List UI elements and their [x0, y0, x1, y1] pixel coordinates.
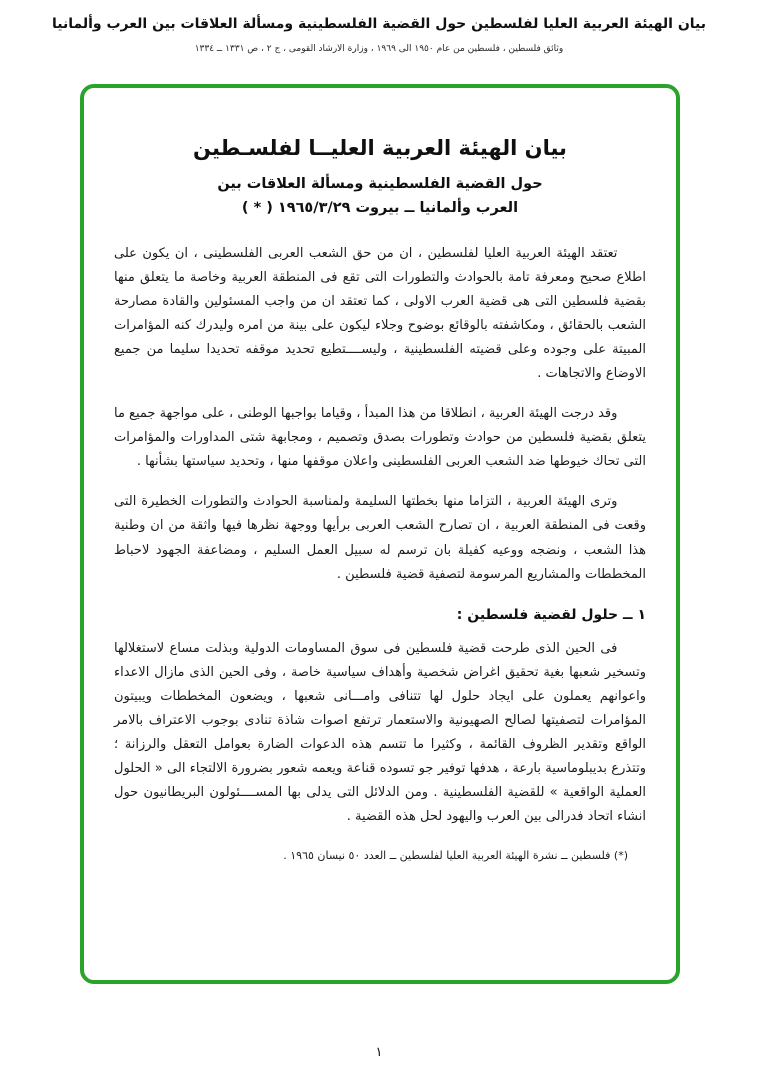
section-heading: ١ ــ حلول لقضية فلسطين : [456, 606, 646, 623]
paragraph-1: تعتقد الهيئة العربية العليا لفلسطين ، ان من حق الشعب العربى الفلسطينى ، ان يكون على اطلاع صحيح ومعرفة تامة بالحوادث والتطورات التى تقع فى المنطقة العربية وخاصة ما يتعلق منها بقضية فلسطين التى هى قضية العرب الاولى ، كما تعتقد ان من واجب المسئولين والقادة مصارحة الشعب بالحقائق ، ومكاشفته بالوقائع بوضوح وجلاء ليكون على بينة من امره وليدرك كنه المؤامرات المبيتة على وجوده وعلى قضيته الفلسطينية ، وليســــتطيع تحديد موقفه تحديدا سليما من جميع الاوضاع والاتجاهات . [114, 246, 646, 382]
source-citation: وثائق فلسطين ، فلسطين من عام ١٩٥٠ الى ١٩٦٩ ، وزارة الارشاد القومى ، ج ٢ ، ص ١٣٣١ ــ ١٣٣٤ [194, 44, 564, 54]
document-title: بيان الهيئة العربية العليــا لفلسـطين [193, 136, 567, 160]
document-subtitle-line1: حول القضية الفلسطينية ومسألة العلاقات بين [217, 176, 543, 192]
paragraph-3: وترى الهيئة العربية ، التزاما منها بخطتها السليمة ولمناسبة الحوادث والتطورات الخطيرة التى وقعت فى المنطقة العربية ، ان تصارح الشعب العربى برأيها ووجهة نظرها فيها واثقة من ان وطنية هذا الشعب ، ونضجه ووعيه كفيلة بان ترسم له سبيل العمل السليم ، ومضاعفة الجهود لاحباط المخططات والمشاريع المرسومة لتصفية قضية فلسطين . [114, 494, 646, 582]
paragraph-4: فى الحين الذى طرحت قضية فلسطين فى سوق المساومات الدولية وبذلت مساع لاستغلالها وتسخير شعبها بغية تحقيق اغراض شخصية وأهداف سياسية خاصة ، وفى الحين الذى مازال الاعداء واعوانهم يعملون على ايجاد حلول لها تتنافى وامـــانى شعبها ، ويضعون المخططات ويبيتون المؤامرات لتصفيتها لصالح الصهيونية والاستعمار ترتفع اصوات شاذة تنادى بوجوب الاعتراف بالامر الواقع وتقدير الظروف القائمة ، وكثيرا ما تتسم هذه الدعوات الضارة بعوامل التعقل والرزانة ؛ وتتذرع بديبلوماسية بارعة ، هدفها توفير جو تسوده قناعة ويعمه شعور بضرورة الالتجاء الى « الحلول العملية الواقعية » للقضية الفلسطينية . ومن الدلائل التى يدلى بها المســــئولون البريطانيون حول انشاء اتحاد فدرالى بين العرب واليهود لحل هذه القضية . [114, 640, 646, 824]
document-body [114, 242, 646, 862]
document-subtitle-line2: العرب وألمانيا ــ بيروت ١٩٦٥/٣/٢٩ ( * ) [241, 200, 519, 216]
page-number: ١ [375, 1045, 383, 1060]
document-frame [80, 84, 680, 984]
paragraph-2: وقد درجت الهيئة العربية ، انطلاقا من هذا المبدأ ، وقياما بواجبها الوطنى ، على مواجهة جميع ما يتعلق بقضية فلسطين من حوادث وتطورات بصدق وتصميم ، ومجابهة شتى المداورات والمؤامرات التى تحاك خيوطها ضد الشعب العربى الفلسطينى واعلان موقفها منها ، وتحديد سياستها بشأنها . [113, 406, 646, 470]
footnote: (*) فلسطين ــ نشرة الهيئة العربية العليا لفلسطين ــ العدد ٥٠ نيسان ١٩٦٥ . [283, 848, 628, 862]
header-title: بيان الهيئة العربية العليا لفلسطين حول القضية الفلسطينية ومسألة العلاقات بين العرب وألمانيا [51, 16, 707, 32]
